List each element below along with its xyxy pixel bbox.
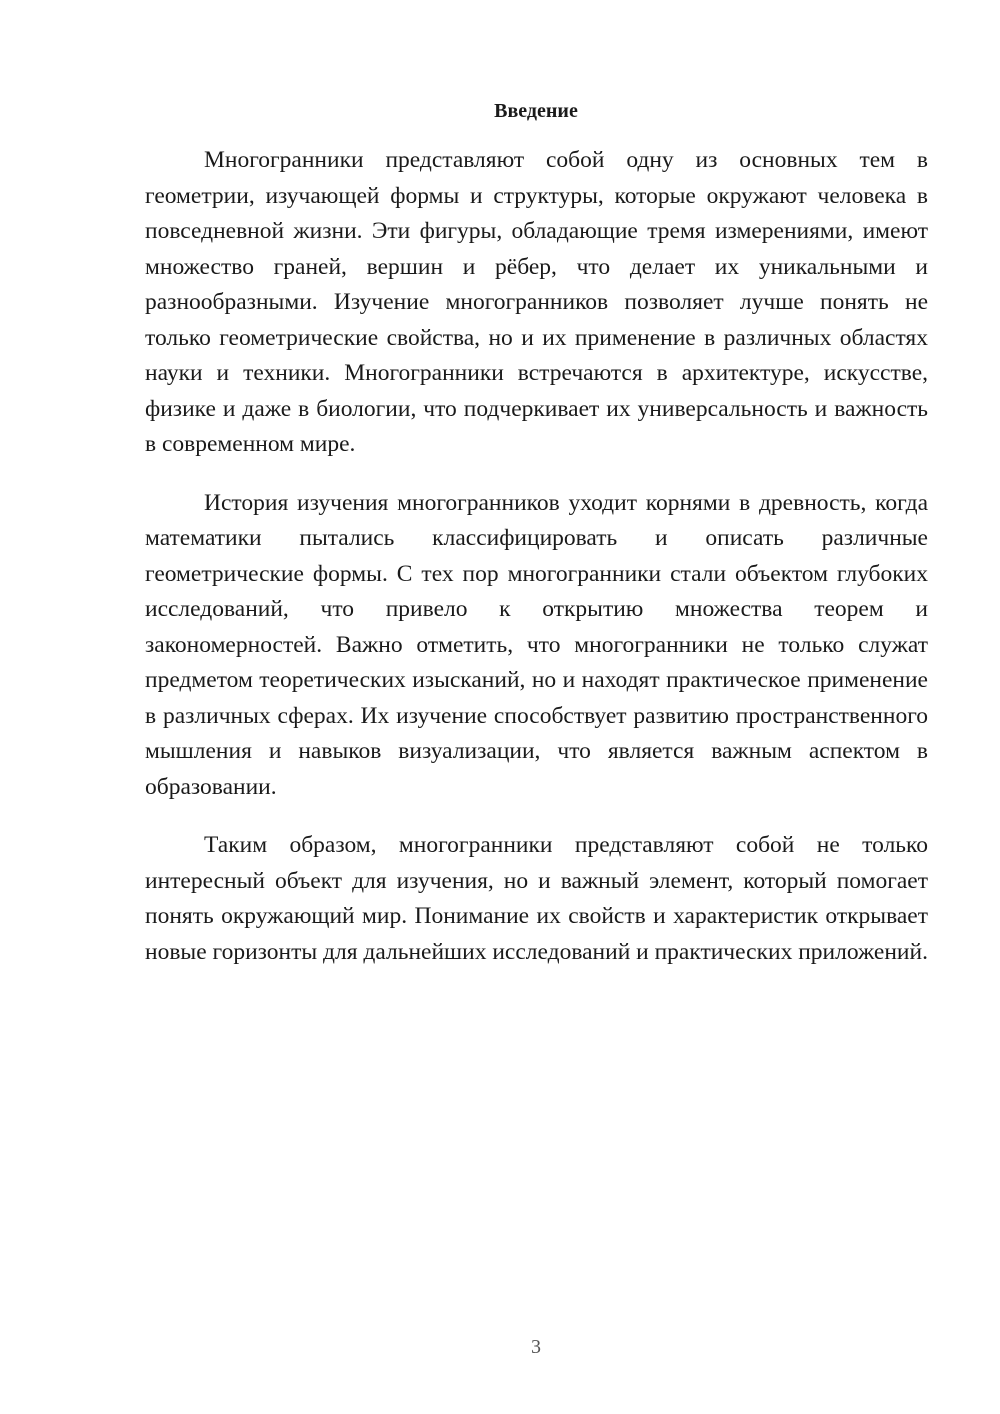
page-number: 3 bbox=[531, 1336, 541, 1358]
paragraph-1: Многогранники представляют собой одну из основных тем в геометрии, изучающей формы и структуры, которые окружают человека в повседневной жизни. Эти фигуры, обладающие тремя измерениями, имеют множество граней, вершин и рёбер, что делает их уникальными и разнообразными. Изучение многогранников позволяет лучше понять не только геометрические свойства, но и их применение в различных областях науки и техники. Многогранники встречаются в архитектуре, искусстве, физике и даже в биологии, что подчеркивает их универсальность и важность в современном мире. bbox=[145, 147, 928, 457]
page-title: Введение bbox=[494, 100, 578, 122]
paragraph-2: История изучения многогранников уходит корнями в древность, когда математики пытались классифицировать и описать различные геометрические формы. С тех пор многогранники стали объектом глубоких исследований, что привело к открытию множества теорем и закономерностей. Важно отметить, что многогранники не только служат предметом теоретических изысканий, но и находят практическое применение в различных сферах. Их изучение способствует развитию пространственного мышления и навыков визуализации, что является важным аспектом в образовании. bbox=[145, 489, 928, 800]
paragraph-3: Таким образом, многогранники представляют собой не только интересный объект для изучения, но и важный элемент, который помогает понять окружающий мир. Понимание их свойств и характеристик открывает новые горизонты для дальнейших исследований и практических приложений. bbox=[145, 832, 928, 965]
document-body bbox=[145, 143, 928, 993]
